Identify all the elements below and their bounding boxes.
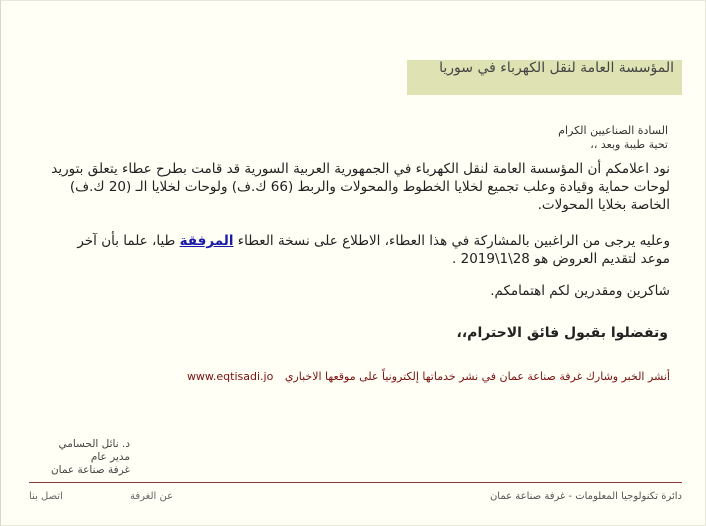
closing-text: وتفضلوا بقبول فائق الاحترام،، <box>456 325 668 341</box>
share-text: أنشر الخبر وشارك غرفة صناعة عمان في نشر خدماتها إلكترونياً على موقعها الاخباري <box>284 370 670 383</box>
signature-org: غرفة صناعة عمان <box>50 464 130 476</box>
footer-contact-link[interactable]: اتصل بنا <box>29 491 63 502</box>
website-link[interactable]: www.eqtisadi.jo <box>186 370 274 383</box>
body-paragraph-2 <box>50 232 670 268</box>
greeting <box>268 124 668 152</box>
greeting-line: السادة الصناعيين الكرام <box>558 124 668 137</box>
signature-role: مدير عام <box>90 451 130 463</box>
signature-block <box>30 438 130 477</box>
body-paragraph-3: شاكرين ومقدرين لكم اهتمامكم. <box>490 283 670 299</box>
greeting-line: تحية طيبة وبعد ،، <box>590 138 668 151</box>
page-title: المؤسسة العامة لنقل الكهرباء في سوريا <box>407 60 682 95</box>
footer-about-link[interactable]: عن الغرفة <box>130 491 174 502</box>
share-notice <box>110 370 670 383</box>
signature-name: د. نائل الحسامي <box>58 438 130 450</box>
footer-department: دائرة تكنولوجيا المعلومات - غرفة صناعة عمان <box>489 491 682 502</box>
paragraph-text: طيا، علما بأن آخر موعد لتقديم العروض هو 28\1\2019 . <box>77 233 670 267</box>
attachment-link[interactable]: المرفقة <box>179 233 234 249</box>
footer-divider <box>29 482 682 483</box>
paragraph-text: وعليه يرجى من الراغبين بالمشاركة في هذا العطاء، الاطلاع على نسخة العطاء <box>233 233 670 249</box>
body-paragraph-1: نود اعلامكم أن المؤسسة العامة لنقل الكهرباء في الجمهورية العربية السورية قد قامت بطرح عطاء يتعلق بتوريد لوحات حماية وقيادة وعلب تجميع لخلايا الخطوط والمحولات والربط (66 ك.ف) ولوحات لخلايا الـ (20 ك.ف) الخاصة بخلايا المحولات. <box>51 161 670 213</box>
